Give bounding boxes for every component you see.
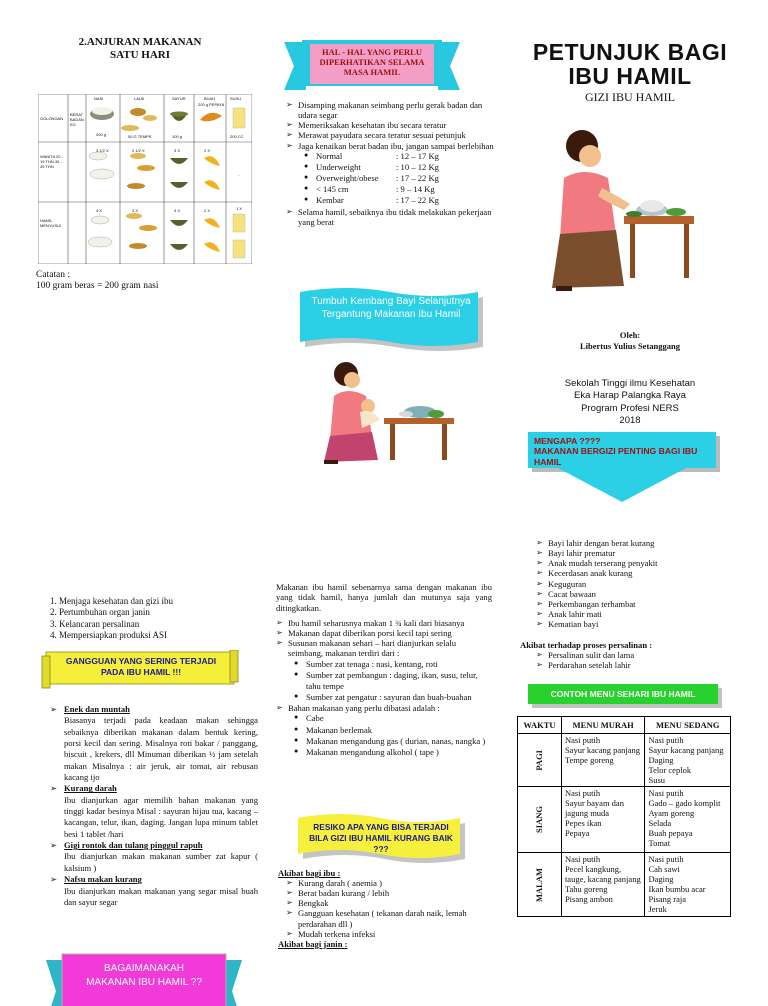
- persalinan-block: Akibat terhadap proses persalinan : ➢ Persalinan sulit dan lama ➢ Perdarahan setelah lahir: [520, 640, 740, 670]
- time-label: SIANG: [534, 806, 545, 833]
- food-table-cell: 200 CC: [230, 134, 244, 139]
- list-item: ➢ Bengkak: [286, 898, 492, 908]
- weight-item: ● Normal : 12 – 17 Kg: [304, 151, 494, 162]
- weight-item: ● Overweight/obese : 17 – 22 Kg: [304, 173, 494, 184]
- banner-hal-hal: HAL - HAL YANG PERLU DIPERHATIKAN SELAMA MASA HAMIL: [284, 38, 460, 94]
- food-recommendation-table: [38, 94, 252, 264]
- list-item: ➢ Kematian bayi: [536, 619, 746, 629]
- list-item: ➢ Kurang darah Ibu dianjurkan agar memilih bahan makanan yang tinggi kadar besinya Misal : sayuran hijau tua, kacang – kacangan, telur, ikan, daging. Jangan lupa minum tablet besi 1 tablet /hari: [50, 783, 258, 839]
- list-item: ➢ Gangguan kesehatan ( tekanan darah naik, lemah perdarahan dll ): [286, 908, 492, 928]
- table-cell: Nasi putih Sayur bayam dan jagung muda Pepes ikan Pepaya: [561, 787, 645, 853]
- food-table-cell: 1 X: [236, 206, 243, 211]
- arrow-bullet-icon: ➢: [50, 704, 58, 714]
- benefits-list: [50, 596, 260, 641]
- list-item: ● Makanan berlemak: [294, 725, 492, 736]
- table-cell: Nasi putih Gado – gado komplit Ayam goreng Selada Buah pepaya Tomat: [645, 787, 731, 853]
- list-item: ➢ Jaga kenaikan berat badan ibu, jangan sampai berlebihan: [286, 141, 494, 151]
- arrow-bullet-icon: ➢: [50, 783, 58, 794]
- list-item: ➢ Kurang darah ( anemia ): [286, 878, 492, 888]
- table-cell: Nasi putih Sayur kacang panjang Daging Telor ceplok Susu: [645, 734, 731, 787]
- banner-bagaimana: BAGAIMANAKAH MAKANAN IBU HAMIL ??: [46, 952, 242, 1006]
- food-table-cell: 100 g: [172, 134, 183, 139]
- list-item: ➢ Cacat bawaan: [536, 589, 746, 599]
- weight-list: [304, 151, 494, 207]
- list-item: 4. Mempersiapkan produksi ASI: [50, 629, 167, 640]
- akibat-ibu: Akibat bagi ibu : ➢ Kurang darah ( anemia ) ➢ Berat badan kurang / lebih ➢ Bengkak ➢ Gangguan kesehatan ( tekanan darah naik, lemah perdarahan dll ) ➢ Mudah terkena infeksi Akibat bagi janin :: [278, 868, 492, 949]
- arrow-bullet-icon: ➢: [50, 840, 58, 851]
- food-table-cell: 2 1/2 X: [132, 148, 145, 153]
- food-table-cell: 3 X: [132, 208, 139, 213]
- list-item: ➢ Disamping makanan seimbang perlu gerak badan dan udara segar: [286, 100, 494, 120]
- table-cell: Nasi putih Pecel kangkung, tauge, kacang panjang Tahu goreng Pisang ambon: [561, 853, 645, 917]
- list-item: ➢ Persalinan sulit dan lama: [536, 650, 740, 660]
- list-item: ● Makanan mengandung gas ( durian, nanas, nangka ): [294, 736, 492, 747]
- list-item: 3. Kelancaran persalinan: [50, 618, 140, 629]
- food-table-head-sayur: SAYUR: [172, 96, 186, 101]
- food-table-cell: 200 g PEPAYA: [198, 102, 225, 107]
- list-item: ➢ Memeriksakan kesehatan ibu secara teratur: [286, 120, 494, 130]
- food-table-cell: 3 1/2 X: [96, 148, 109, 153]
- food-table-row-label: HAMIL MENYUSUI: [40, 218, 62, 228]
- list-item: ➢ Bayi lahir dengan berat kurang: [536, 538, 746, 548]
- food-table-cell: -: [238, 172, 240, 177]
- weight-item: ● Underweight : 10 – 12 Kg: [304, 162, 494, 173]
- table-cell: Nasi putih Sayur kacang panjang Tempe goreng: [561, 734, 645, 787]
- food-table-head-nasi: NASI: [94, 96, 104, 101]
- banner-mengapa: MENGAPA ???? MAKANAN BERGIZI PENTING BAGI IBU HAMIL: [528, 432, 724, 504]
- list-item: ➢ Bayi lahir prematur: [536, 548, 746, 558]
- list-item: ➢ Susunan makanan sehari – hari dianjurkan selalu seimbang, makanan terdiri dari :: [276, 638, 492, 658]
- table-row: [518, 734, 731, 787]
- list-item: ➢ Berat badan kurang / lebih: [286, 888, 492, 898]
- banner-resiko: RESIKO APA YANG BISA TERJADI BILA GIZI IBU HAMIL KURANG BAIK ???: [296, 814, 466, 864]
- weight-item: ● Kembar : 17 – 22 Kg: [304, 195, 494, 206]
- table-row: [518, 787, 731, 853]
- list-item: ➢ Kecerdasan anak kurang: [536, 568, 746, 578]
- list-item: ● Cabe: [294, 713, 492, 724]
- batasi-list: [294, 713, 492, 758]
- food-table-cell: 2 X: [204, 148, 211, 153]
- list-item: ➢ Anak lahir mati: [536, 609, 746, 619]
- list-item: 2. Pertumbuhan organ janin: [50, 607, 150, 618]
- institution-block: Sekolah Tinggi ilmu Kesehatan Eka Harap Palangka Raya Program Profesi NERS 2018: [564, 378, 696, 427]
- list-item: 1. Menjaga kesehatan dan gizi ibu: [50, 596, 173, 606]
- table-note: Catatan : 100 gram beras = 200 gram nasi: [36, 270, 159, 292]
- table-row: [518, 853, 731, 917]
- col-header: MENU SEDANG: [645, 717, 731, 734]
- food-table-head-lauk: LAUK: [134, 96, 145, 101]
- food-table-cell: 3 X: [174, 148, 181, 153]
- food-table-row-label: WANITA 20 - 19 THN 30 - 49 THN: [40, 154, 63, 169]
- list-item: ➢ Perkembangan terhambat: [536, 599, 746, 609]
- zat-list: [294, 659, 492, 704]
- makanan-list: [276, 618, 492, 758]
- time-label: PAGI: [534, 749, 545, 771]
- food-table-row-label: GOLONGAN: [40, 116, 64, 121]
- food-table-cell: 4 X: [96, 208, 103, 213]
- list-item: ➢ Merawat payudara secara teratur sesuai petunjuk: [286, 130, 494, 140]
- mother-feeding-illustration: [316, 356, 466, 466]
- banner-menu: CONTOH MENU SEHARI IBU HAMIL: [528, 684, 722, 708]
- food-table-cell: 50 G TEMPE: [128, 134, 152, 139]
- food-table-head-buah: BUAH: [204, 96, 216, 101]
- subtitle: GIZI IBU HAMIL: [585, 90, 675, 104]
- col-header: MENU MURAH: [561, 717, 645, 734]
- list-item: ➢ Bahan makanan yang perlu dibatasi adalah :: [276, 703, 492, 713]
- table-header-row: [518, 717, 731, 734]
- list-item: ● Sumber zat pembangun : daging, ikan, susu, telur, tahu tempe: [294, 670, 492, 692]
- arrow-bullet-icon: ➢: [50, 874, 58, 885]
- menu-table: [517, 716, 731, 917]
- gangguan-list: [50, 704, 258, 908]
- food-table-cell: 3 X: [174, 208, 181, 213]
- list-item: ● Sumber zat tenaga : nasi, kentang, roti: [294, 659, 492, 670]
- akibat-janin-list: [536, 538, 746, 629]
- list-item: ➢ Ibu hamil seharusnya makan 1 ¾ kali dari biasanya: [276, 618, 492, 628]
- list-item: ➢ Mudah terkena infeksi: [286, 929, 492, 939]
- weight-item: ● < 145 cm : 9 – 14 Kg: [304, 184, 494, 195]
- food-table-head-susu: SUSU: [230, 96, 242, 101]
- list-item: ➢ Perdarahan setelah lahir: [536, 660, 740, 670]
- main-title: PETUNJUK BAGI IBU HAMIL: [532, 39, 728, 90]
- list-item: ➢ Keguguran: [536, 579, 746, 589]
- list-item: ➢ Selama hamil, sebaiknya ibu tidak melakukan pekerjaan yang berat: [286, 207, 494, 227]
- list-item: ● Sumber zat pengatur : sayuran dan buah-buahan: [294, 692, 492, 703]
- banner-gangguan: GANGGUAN YANG SERING TERJADI PADA IBU HAMIL !!!: [40, 650, 240, 690]
- makanan-intro: Makanan ibu hamil sebenarnya sama dengan makanan ibu yang tidak hamil, hanya jumlah dan mutunya saja yang ditingkatkan.: [276, 582, 492, 613]
- list-item: ● Makanan mengandung alkohol ( tape ): [294, 747, 492, 758]
- list-item: ➢ Gigi rontok dan tulang pinggul rapuh Ibu dianjurkan makan makanan sumber zat kapur ( kalsium ): [50, 840, 258, 873]
- list-item: ➢ Anak mudah terserang penyakit: [536, 558, 746, 568]
- banner-tumbuh-kembang: Tumbuh Kembang Bayi Selanjutnya Tergantung Makanan Ibu Hamil: [298, 288, 484, 354]
- food-table-cell: 200 g: [96, 132, 107, 137]
- hal-list: [286, 100, 494, 227]
- food-table-row-sub: BERAT BADAN KG: [70, 112, 84, 127]
- table-cell: Nasi putih Cah sawi Daging Ikan bumbu acar Pisang raja Jeruk: [645, 853, 731, 917]
- food-table-cell: 2 X: [204, 208, 211, 213]
- list-item: ➢ Enek dan muntah Biasanya terjadi pada keadaan makan sehingga sebaiknya diberikan makanan dalam bentuk kering, porsi kecil dan sering. Misalnya roti bakar / panggang, biscuit , krekers, dll Minuman diberikan ½ jam setelah makan Misalnya : air jeruk, air tomat, air rebusan kacang ijo: [50, 704, 258, 783]
- col-header: WAKTU: [518, 717, 562, 734]
- author-block: Oleh: Libertus Yulius Setanggang: [580, 330, 680, 352]
- list-item: ➢ Makanan dapat diberikan porsi kecil tapi sering: [276, 628, 492, 638]
- list-item: ➢ Nafsu makan kurang Ibu dianjurkan makan makanan yang segar misal buah dan sayur segar: [50, 874, 258, 907]
- food-table-title: 2.ANJURAN MAKANAN SATU HARI: [78, 36, 202, 62]
- mother-eating-illustration: [538, 116, 698, 296]
- time-label: MALAM: [534, 867, 545, 902]
